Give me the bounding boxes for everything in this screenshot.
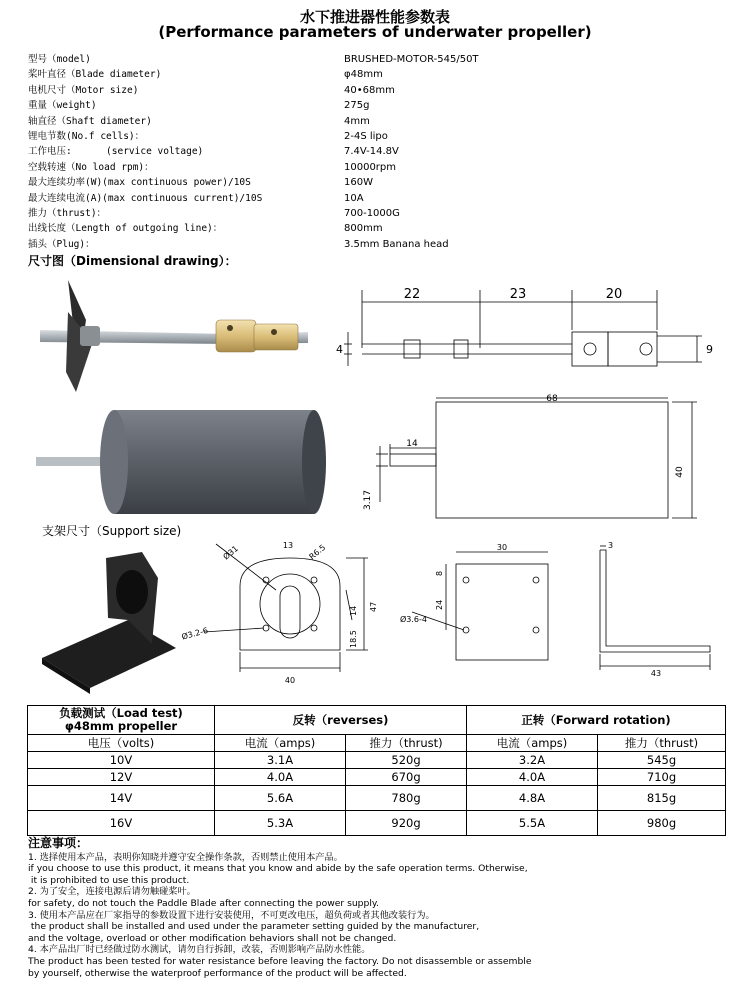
motor-dim-40: 40 xyxy=(675,466,685,478)
table-row xyxy=(28,769,726,786)
spec-row xyxy=(28,160,728,175)
spec-row xyxy=(28,83,728,98)
plate-dim-30: 30 xyxy=(496,543,508,552)
bracket-dim-d31: Ø31 xyxy=(221,544,240,562)
spec-row xyxy=(28,52,728,67)
bracket-front-drawing xyxy=(180,540,386,690)
spec-value: 160W xyxy=(344,177,373,189)
bracket-dim-13: 13 xyxy=(282,541,294,550)
spec-label: 推力（thrust)： xyxy=(28,207,107,219)
col-reverse-current: 电流（amps) xyxy=(215,735,346,752)
load-test-propeller: φ48mm propeller xyxy=(64,719,178,733)
prop-dim-23: 23 xyxy=(509,287,527,302)
bracket-side-drawing xyxy=(592,540,720,680)
prop-dim-4: 4 xyxy=(336,343,343,356)
table-row xyxy=(28,786,726,811)
cell-voltage: 10V xyxy=(28,752,215,769)
spec-value: 10A xyxy=(344,192,364,204)
propeller-dimension-drawing xyxy=(322,282,726,382)
notes-title: 注意事项： xyxy=(28,836,89,850)
spec-row xyxy=(28,114,728,129)
spec-value: 7.4V-14.8V xyxy=(344,146,399,158)
cell-reverse-current: 3.1A xyxy=(215,752,346,769)
spec-row xyxy=(28,237,728,252)
spec-value: 2-4S lipo xyxy=(344,130,388,142)
section-support-title: 支架尺寸（Support size) xyxy=(42,524,182,538)
spec-row xyxy=(28,129,728,144)
motor-dim-317: 3.17 xyxy=(363,489,373,511)
load-test-header-cell xyxy=(28,706,215,735)
cell-reverse-thrust: 670g xyxy=(346,769,467,786)
spec-row xyxy=(28,67,728,82)
bracket-dim-14: 14 xyxy=(349,605,358,616)
spec-value: BRUSHED-MOTOR-545/50T xyxy=(344,54,479,65)
spec-label: 桨叶直径（Blade diameter) xyxy=(28,69,162,81)
spec-list xyxy=(28,52,728,252)
table-row xyxy=(28,811,726,836)
spec-value: 10000rpm xyxy=(344,161,397,173)
cell-forward-thrust: 710g xyxy=(598,769,726,786)
prop-dim-22: 22 xyxy=(403,287,421,302)
bracket-render xyxy=(32,548,188,698)
spec-value: 700-1000G xyxy=(344,207,400,219)
section-dimensional-title: 尺寸图（Dimensional drawing）： xyxy=(28,254,237,268)
plate-dim-36-4: Ø3.6-4 xyxy=(400,615,427,624)
bracket-dim-47: 47 xyxy=(369,601,378,612)
note-line: for safety, do not touch the Paddle Blade after connecting the power supply. xyxy=(28,897,379,909)
spec-label: 最大连续电流(A)(max continuous current)/10S xyxy=(28,192,263,204)
col-voltage: 电压（volts) xyxy=(28,735,215,752)
motor-dimension-drawing xyxy=(352,392,702,522)
spec-row xyxy=(28,206,728,221)
spec-value: φ48mm xyxy=(344,69,383,81)
spec-row xyxy=(28,221,728,236)
cell-forward-thrust: 815g xyxy=(598,786,726,811)
cell-reverse-thrust: 780g xyxy=(346,786,467,811)
note-line: 4. 本产品出厂时已经做过防水测试，请勿自行拆卸，改装，否则影响产品防水性能。 xyxy=(28,944,371,956)
cell-reverse-thrust: 920g xyxy=(346,811,467,836)
cell-forward-current: 4.0A xyxy=(467,769,598,786)
table-header-row xyxy=(28,706,726,735)
spec-value: 800mm xyxy=(344,223,383,235)
plate-dim-24: 24 xyxy=(435,599,444,610)
prop-dim-20: 20 xyxy=(605,287,623,302)
spec-label: 电机尺寸（Motor size) xyxy=(28,84,139,96)
note-line: 3. 使用本产品应在厂家指导的参数设置下进行安装使用，不可更改电压，超负荷或者其他改装行为。 xyxy=(28,909,435,921)
side-dim-3: 3 xyxy=(608,541,614,550)
notes-section xyxy=(28,838,728,979)
page-title-cn: 水下推进器性能参数表 xyxy=(299,8,450,26)
cell-voltage: 16V xyxy=(28,811,215,836)
prop-dim-9: 9 xyxy=(706,343,713,356)
cell-reverse-current: 5.6A xyxy=(215,786,346,811)
side-dim-43: 43 xyxy=(650,669,662,678)
spec-label: 空载转速（No load rpm)： xyxy=(28,161,154,173)
col-reverse-thrust: 推力（thrust) xyxy=(346,735,467,752)
spec-label: 工作电压: (service voltage) xyxy=(28,146,204,158)
forward-header: 正转（Forward rotation) xyxy=(467,706,726,735)
note-line: 1. 选择使用本产品，表明你知晓并遵守安全操作条款，否则禁止使用本产品。 xyxy=(28,851,343,863)
cell-forward-thrust: 980g xyxy=(598,811,726,836)
note-line: 2. 为了安全，连接电源后请勿触碰桨叶。 xyxy=(28,886,196,898)
cell-reverse-current: 5.3A xyxy=(215,811,346,836)
note-line: it is prohibited to use this product. xyxy=(28,874,190,886)
note-line: The product has been tested for water resistance before leaving the factory. Do not disassemble or assemble xyxy=(28,955,532,967)
cell-voltage: 12V xyxy=(28,769,215,786)
spec-label: 出线长度（Length of outgoing line)： xyxy=(28,223,223,235)
spec-label: 最大连续功率(W)(max continuous power)/10S xyxy=(28,177,251,189)
plate-dim-8: 8 xyxy=(435,570,444,576)
table-subheader-row xyxy=(28,735,726,752)
spec-value: 275g xyxy=(344,100,370,112)
motor-render xyxy=(28,408,328,518)
bracket-dim-r65: R6.5 xyxy=(307,542,328,562)
page-title-en: (Performance parameters of underwater propeller) xyxy=(158,23,592,41)
cell-forward-current: 4.8A xyxy=(467,786,598,811)
spec-label: 插头（Plug)： xyxy=(28,238,95,250)
note-line: if you choose to use this product, it means that you know and abide by the safe operation terms. Otherwise, xyxy=(28,863,528,875)
cell-forward-current: 5.5A xyxy=(467,811,598,836)
spec-row xyxy=(28,144,728,159)
note-line: the product shall be installed and used under the parameter setting guided by the manufacturer, xyxy=(28,921,480,933)
col-forward-thrust: 推力（thrust) xyxy=(598,735,726,752)
spec-row xyxy=(28,191,728,206)
bracket-plate-drawing xyxy=(398,540,554,666)
note-line: by yourself, otherwise the waterproof performance of the product will be affected. xyxy=(28,967,407,979)
motor-dim-14: 14 xyxy=(406,439,418,449)
bracket-dim-40: 40 xyxy=(284,676,296,685)
bracket-dim-185: 18.5 xyxy=(349,630,358,648)
cell-voltage: 14V xyxy=(28,786,215,811)
motor-dim-68: 68 xyxy=(546,394,558,404)
cell-reverse-current: 4.0A xyxy=(215,769,346,786)
spec-label: 型号（model) xyxy=(28,54,91,65)
cell-reverse-thrust: 520g xyxy=(346,752,467,769)
col-forward-current: 电流（amps) xyxy=(467,735,598,752)
propeller-render xyxy=(28,272,312,400)
bracket-dim-32-6: Ø3.2-6 xyxy=(180,625,210,642)
spec-value: 4mm xyxy=(344,115,370,127)
spec-label: 重量（weight) xyxy=(28,100,97,112)
spec-row xyxy=(28,98,728,113)
spec-label: 轴直径（Shaft diameter) xyxy=(28,115,152,127)
reverse-header: 反转（reverses) xyxy=(215,706,467,735)
spec-label: 锂电节数(No.f cells)： xyxy=(28,130,145,142)
table-row xyxy=(28,752,726,769)
spec-value: 3.5mm Banana head xyxy=(344,238,449,250)
cell-forward-current: 3.2A xyxy=(467,752,598,769)
load-test-table xyxy=(27,705,726,836)
cell-forward-thrust: 545g xyxy=(598,752,726,769)
load-test-title: 负载测试（Load test) xyxy=(59,706,183,720)
spec-row xyxy=(28,175,728,190)
note-line: and the voltage, overload or other modification behaviors shall not be changed. xyxy=(28,932,397,944)
spec-value: 40•68mm xyxy=(344,84,395,96)
